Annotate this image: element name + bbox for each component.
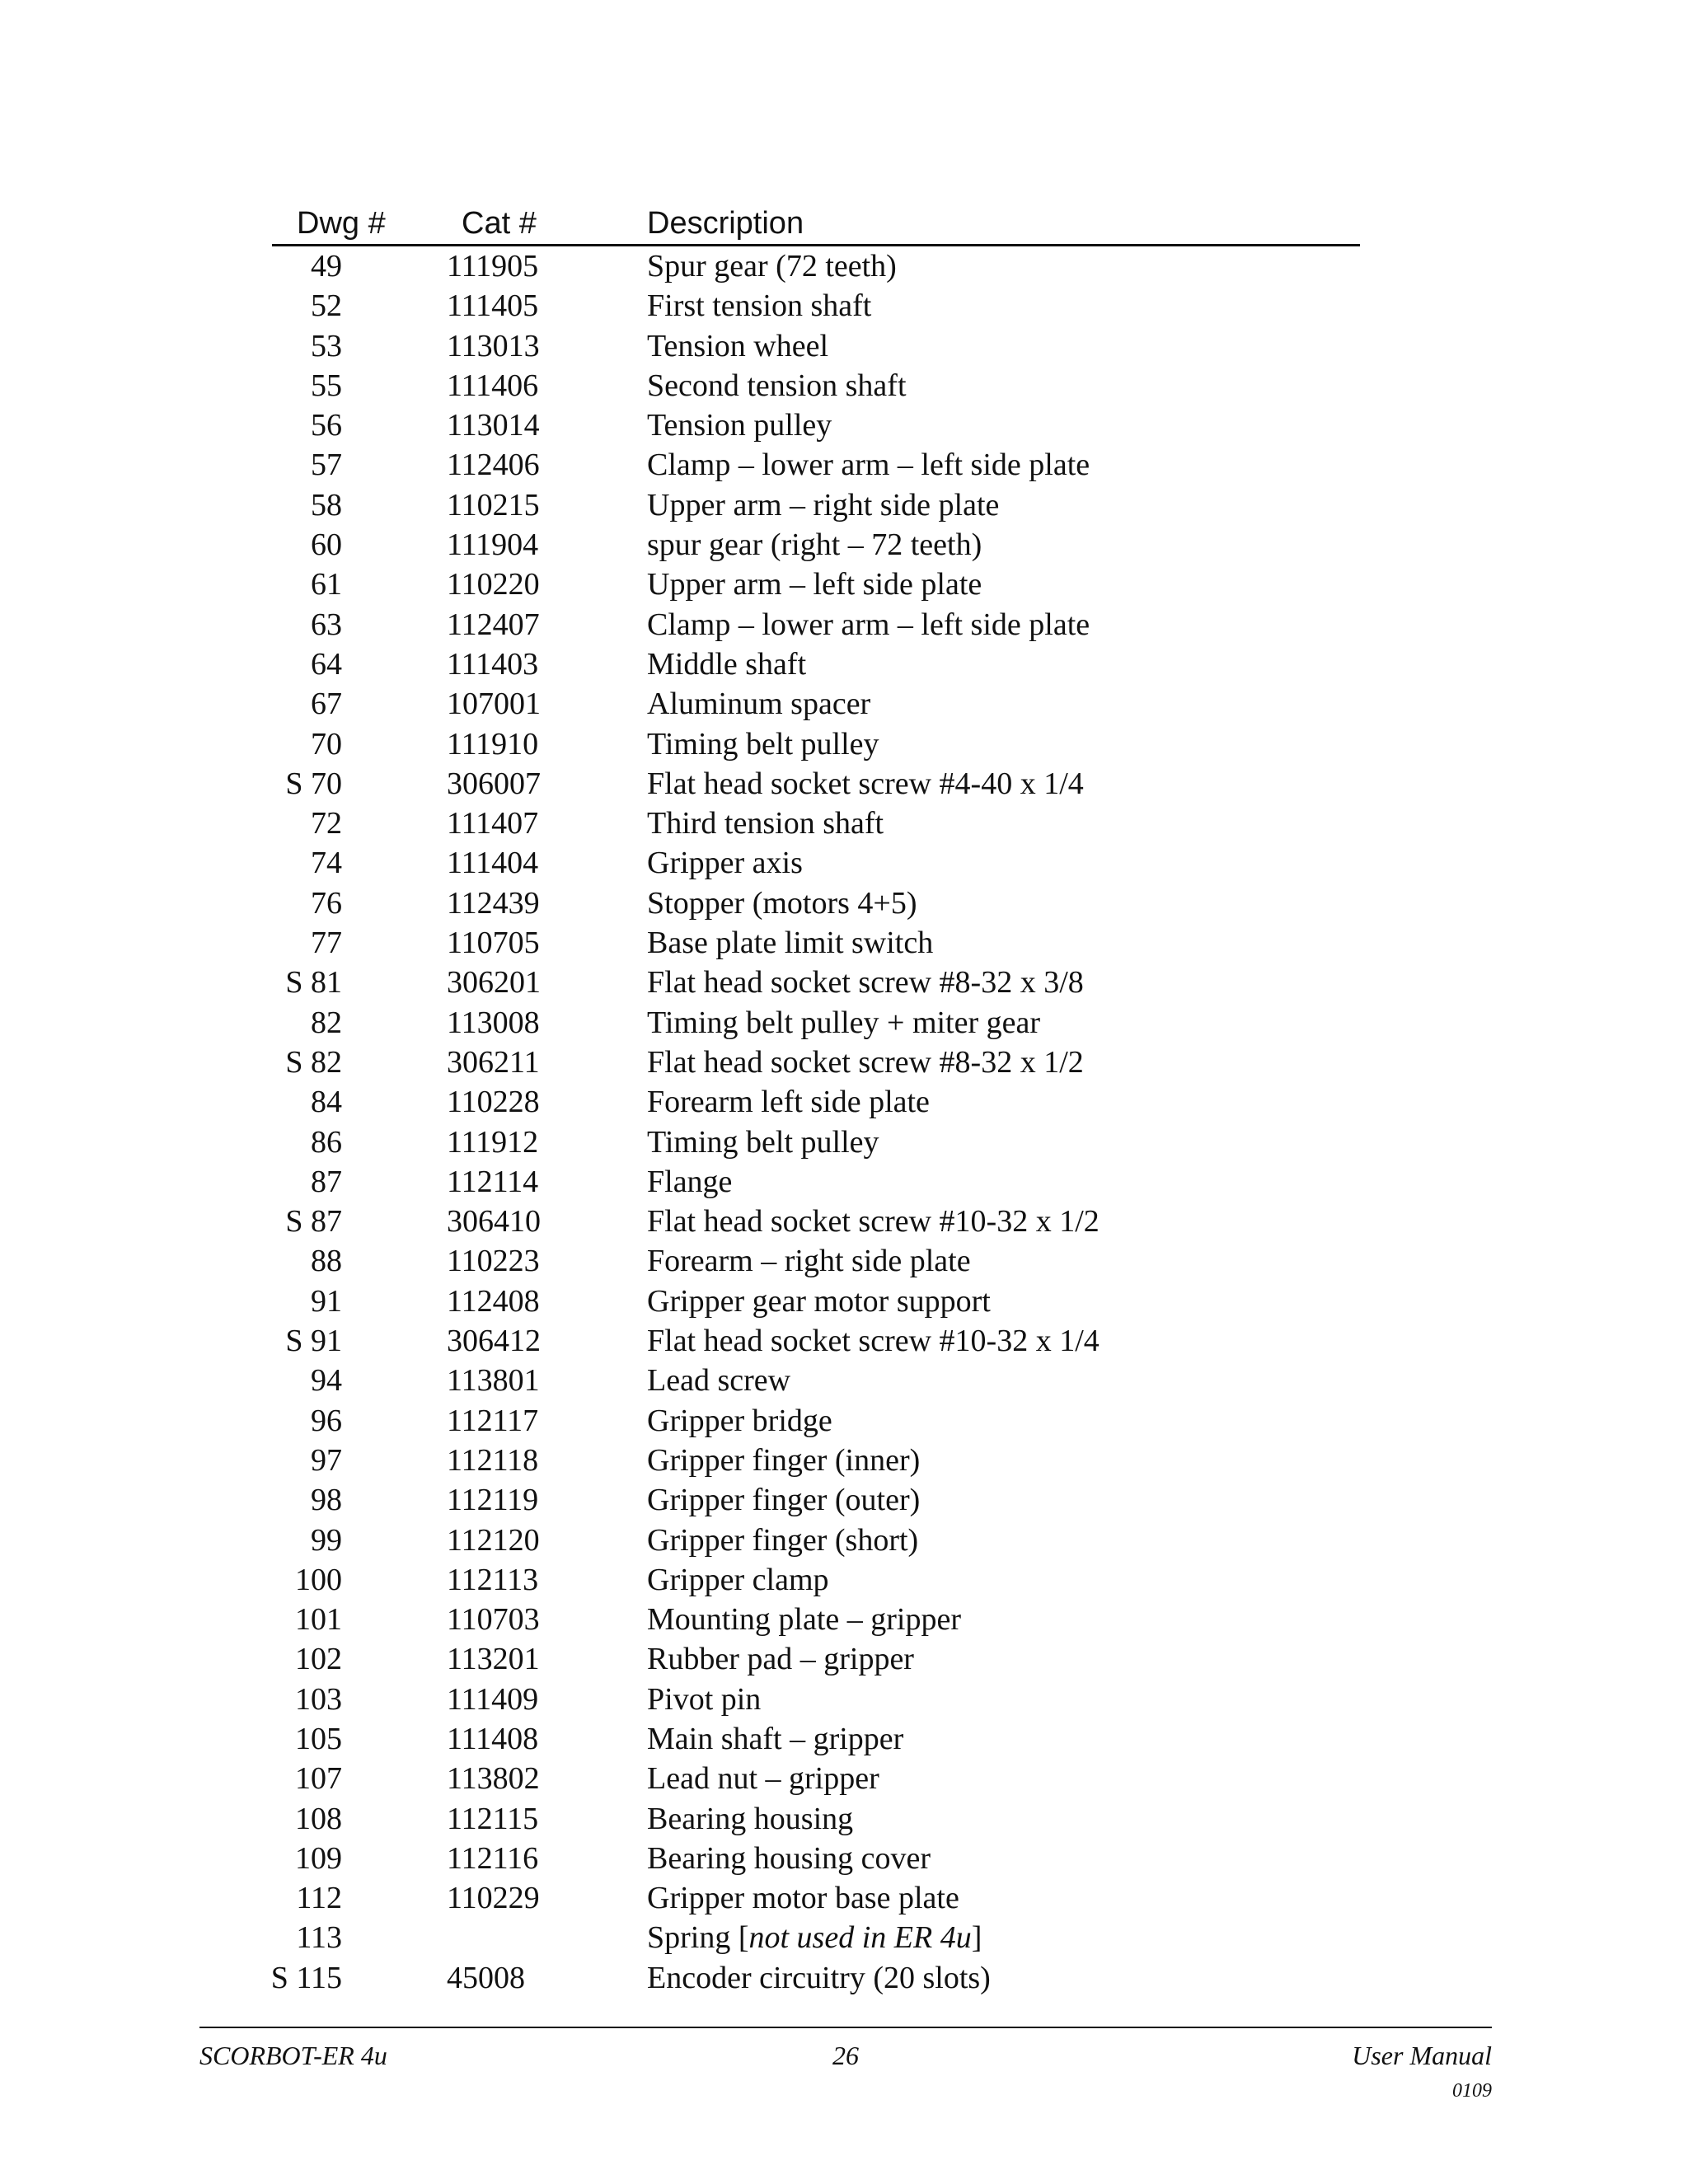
dwg-number: 97 bbox=[311, 1442, 342, 1478]
description bbox=[647, 605, 1090, 644]
description bbox=[647, 1321, 1100, 1361]
table-body bbox=[272, 246, 1360, 1998]
table-row bbox=[272, 1043, 1360, 1082]
description bbox=[647, 1480, 920, 1520]
dwg-number: 87 bbox=[311, 1164, 342, 1199]
dwg-number: 94 bbox=[311, 1363, 342, 1399]
description bbox=[647, 525, 982, 565]
description-text: First tension shaft bbox=[647, 288, 872, 324]
description bbox=[647, 684, 870, 724]
description-text: Encoder circuitry (20 slots) bbox=[647, 1960, 991, 1995]
cat-number: 112117 bbox=[447, 1403, 539, 1438]
table-row bbox=[272, 724, 1360, 764]
dwg-number: 82 bbox=[311, 1005, 342, 1040]
cat-number: 111905 bbox=[447, 249, 539, 284]
dwg-number: 77 bbox=[311, 926, 342, 961]
description bbox=[647, 1839, 931, 1878]
description-text: Gripper finger (outer) bbox=[647, 1483, 921, 1518]
table-row bbox=[272, 326, 1360, 366]
table-row bbox=[272, 1480, 1360, 1520]
dwg-number: 53 bbox=[311, 328, 342, 363]
dwg-number: 55 bbox=[311, 368, 342, 403]
dwg-number: 70 bbox=[311, 726, 342, 762]
dwg-number: 105 bbox=[295, 1721, 342, 1756]
table-row bbox=[272, 525, 1360, 565]
description-text: Upper arm – right side plate bbox=[647, 487, 1000, 523]
description bbox=[647, 883, 917, 923]
cat-number: 111408 bbox=[447, 1721, 539, 1756]
description bbox=[647, 1043, 1084, 1082]
table-row bbox=[272, 644, 1360, 684]
description-text: Gripper clamp bbox=[647, 1562, 829, 1597]
dwg-number: 49 bbox=[311, 249, 342, 284]
description-text: spur gear (right – 72 teeth) bbox=[647, 527, 982, 563]
description bbox=[647, 286, 871, 326]
cat-number: 113802 bbox=[447, 1761, 540, 1797]
dwg-number: 88 bbox=[311, 1244, 342, 1279]
description-text: Flat head socket screw #8-32 x 3/8 bbox=[647, 965, 1084, 1001]
description-text: Flat head socket screw #8-32 x 1/2 bbox=[647, 1044, 1084, 1080]
description-text: Pivot pin bbox=[647, 1681, 762, 1717]
table-row bbox=[272, 1680, 1360, 1719]
description-text: Main shaft – gripper bbox=[647, 1721, 904, 1756]
dwg-number: 98 bbox=[311, 1483, 342, 1518]
table-row bbox=[272, 1878, 1360, 1918]
cat-number: 45008 bbox=[447, 1960, 525, 1995]
table-row bbox=[272, 1361, 1360, 1400]
header-description: Description bbox=[647, 206, 804, 241]
table-row bbox=[272, 1241, 1360, 1281]
description bbox=[647, 1401, 832, 1441]
cat-number: 113014 bbox=[447, 408, 540, 443]
table-row bbox=[272, 246, 1360, 286]
description-text: Flat head socket screw #4-40 x 1/4 bbox=[647, 766, 1084, 801]
dwg-number: 52 bbox=[311, 288, 342, 324]
table-row bbox=[272, 1003, 1360, 1043]
description bbox=[647, 445, 1090, 485]
description bbox=[647, 1719, 903, 1759]
dwg-number: 100 bbox=[295, 1562, 342, 1597]
dwg-number: 96 bbox=[311, 1403, 342, 1438]
description bbox=[647, 963, 1084, 1002]
table-row bbox=[272, 963, 1360, 1002]
dwg-number: 58 bbox=[311, 487, 342, 523]
table-row bbox=[272, 843, 1360, 883]
cat-number: 110223 bbox=[447, 1244, 540, 1279]
table-row bbox=[272, 1560, 1360, 1600]
dwg-number: 86 bbox=[311, 1124, 342, 1160]
footer-page-number: 26 bbox=[832, 2041, 859, 2070]
table-row bbox=[272, 605, 1360, 644]
description-text: Base plate limit switch bbox=[647, 926, 934, 961]
table-row bbox=[272, 485, 1360, 525]
dwg-number: 99 bbox=[311, 1522, 342, 1558]
description-text: Tension wheel bbox=[647, 328, 829, 363]
description-text: Stopper (motors 4+5) bbox=[647, 885, 917, 921]
dwg-number: 60 bbox=[311, 527, 342, 563]
cat-number: 306211 bbox=[447, 1044, 540, 1080]
table-row bbox=[272, 1839, 1360, 1878]
table-row bbox=[272, 286, 1360, 326]
cat-number: 111912 bbox=[447, 1124, 539, 1160]
dwg-number: 112 bbox=[296, 1881, 342, 1916]
cat-number: 306410 bbox=[447, 1204, 541, 1240]
table-row bbox=[272, 1521, 1360, 1560]
table-row bbox=[272, 1321, 1360, 1361]
table-row bbox=[272, 1082, 1360, 1122]
table-row bbox=[272, 1600, 1360, 1639]
dwg-number: 113 bbox=[296, 1920, 342, 1956]
table-row bbox=[272, 445, 1360, 485]
dwg-number: S 70 bbox=[285, 766, 342, 801]
description bbox=[647, 1521, 918, 1560]
cat-number: 306412 bbox=[447, 1324, 541, 1359]
table-row bbox=[272, 804, 1360, 843]
cat-number: 110228 bbox=[447, 1085, 540, 1120]
cat-number: 113008 bbox=[447, 1005, 540, 1040]
table-row bbox=[272, 366, 1360, 405]
dwg-number: 76 bbox=[311, 885, 342, 921]
header-cat: Cat # bbox=[462, 206, 537, 241]
description-text: Gripper motor base plate bbox=[647, 1881, 959, 1916]
description bbox=[647, 1122, 879, 1162]
description bbox=[647, 1162, 732, 1202]
description-text: Gripper axis bbox=[647, 846, 803, 881]
footer-rule bbox=[199, 2027, 1492, 2028]
description-text: Timing belt pulley + miter gear bbox=[647, 1005, 1041, 1040]
dwg-number: 101 bbox=[295, 1602, 342, 1638]
description bbox=[647, 843, 803, 883]
dwg-number: S 91 bbox=[285, 1324, 342, 1359]
footer-manual-title: User Manual bbox=[1352, 2041, 1492, 2070]
description-text: Spring [ bbox=[647, 1920, 749, 1956]
description bbox=[647, 764, 1084, 804]
dwg-number: 84 bbox=[311, 1085, 342, 1120]
cat-number: 112119 bbox=[447, 1483, 539, 1518]
dwg-number: S 81 bbox=[285, 965, 342, 1001]
dwg-number: 74 bbox=[311, 846, 342, 881]
table-row bbox=[272, 1162, 1360, 1202]
cat-number: 306007 bbox=[447, 766, 541, 801]
description bbox=[647, 1639, 914, 1679]
description bbox=[647, 1003, 1040, 1043]
description bbox=[647, 1918, 982, 1957]
dwg-number: 107 bbox=[295, 1761, 342, 1797]
table-row bbox=[272, 405, 1360, 445]
description-text: Rubber pad – gripper bbox=[647, 1642, 914, 1677]
cat-number: 107001 bbox=[447, 687, 541, 722]
description bbox=[647, 1241, 971, 1281]
table-row bbox=[272, 1202, 1360, 1241]
table-row bbox=[272, 1958, 1360, 1998]
footer-revision-code: 0109 bbox=[1452, 2080, 1492, 2102]
description bbox=[647, 326, 828, 366]
table-row bbox=[272, 565, 1360, 604]
description bbox=[647, 1441, 920, 1480]
description-text: Gripper finger (inner) bbox=[647, 1442, 921, 1478]
table-row bbox=[272, 1639, 1360, 1679]
dwg-number: S 115 bbox=[270, 1960, 342, 1995]
cat-number: 112115 bbox=[447, 1801, 539, 1836]
cat-number: 113013 bbox=[447, 328, 540, 363]
table-row bbox=[272, 1799, 1360, 1839]
description-suffix: ] bbox=[971, 1920, 982, 1956]
description bbox=[647, 1799, 853, 1839]
description-text: Mounting plate – gripper bbox=[647, 1602, 961, 1638]
cat-number: 113201 bbox=[447, 1642, 540, 1677]
cat-number: 111404 bbox=[447, 846, 539, 881]
cat-number: 112408 bbox=[447, 1283, 540, 1319]
table-row bbox=[272, 1401, 1360, 1441]
description-text: Flat head socket screw #10-32 x 1/2 bbox=[647, 1204, 1100, 1240]
cat-number: 112116 bbox=[447, 1840, 539, 1876]
cat-number: 111910 bbox=[447, 726, 539, 762]
cat-number: 111403 bbox=[447, 646, 539, 682]
description bbox=[647, 1202, 1100, 1241]
dwg-number: 109 bbox=[295, 1840, 342, 1876]
description bbox=[647, 644, 806, 684]
description-text: Forearm – right side plate bbox=[647, 1244, 971, 1279]
description-text: Clamp – lower arm – left side plate bbox=[647, 448, 1090, 483]
footer-product-name: SCORBOT-ER 4u bbox=[199, 2041, 387, 2070]
dwg-number: 56 bbox=[311, 408, 342, 443]
description-text: Timing belt pulley bbox=[647, 1124, 879, 1160]
dwg-number: 63 bbox=[311, 607, 342, 642]
cat-number: 112118 bbox=[447, 1442, 539, 1478]
description bbox=[647, 565, 982, 604]
table-row bbox=[272, 883, 1360, 923]
description bbox=[647, 1560, 829, 1600]
cat-number: 112439 bbox=[447, 885, 540, 921]
description bbox=[647, 485, 999, 525]
header-dwg: Dwg # bbox=[297, 206, 386, 241]
description-text: Upper arm – left side plate bbox=[647, 567, 982, 602]
cat-number: 111406 bbox=[447, 368, 539, 403]
description-text: Clamp – lower arm – left side plate bbox=[647, 607, 1090, 642]
dwg-number: 108 bbox=[295, 1801, 342, 1836]
dwg-number: S 87 bbox=[285, 1204, 342, 1240]
table-row bbox=[272, 764, 1360, 804]
cat-number: 113801 bbox=[447, 1363, 540, 1399]
cat-number: 110215 bbox=[447, 487, 540, 523]
description bbox=[647, 804, 884, 843]
table-row bbox=[272, 684, 1360, 724]
description bbox=[647, 1282, 991, 1321]
table-row bbox=[272, 1441, 1360, 1480]
dwg-number: 102 bbox=[295, 1642, 342, 1677]
cat-number: 110220 bbox=[447, 567, 540, 602]
description-text: Lead screw bbox=[647, 1363, 791, 1399]
description bbox=[647, 724, 879, 764]
table-row bbox=[272, 1122, 1360, 1162]
description-text: Gripper gear motor support bbox=[647, 1283, 991, 1319]
dwg-number: 72 bbox=[311, 806, 342, 841]
description-text: Middle shaft bbox=[647, 646, 807, 682]
description-text: Gripper bridge bbox=[647, 1403, 832, 1438]
table-row bbox=[272, 1719, 1360, 1759]
description bbox=[647, 1958, 991, 1998]
cat-number: 110229 bbox=[447, 1881, 540, 1916]
cat-number: 112114 bbox=[447, 1164, 539, 1199]
description bbox=[647, 1361, 790, 1400]
description-italic: not used in ER 4u bbox=[748, 1920, 972, 1956]
dwg-number: S 82 bbox=[285, 1044, 342, 1080]
description bbox=[647, 1680, 761, 1719]
dwg-number: 103 bbox=[295, 1681, 342, 1717]
description-text: Second tension shaft bbox=[647, 368, 907, 403]
cat-number: 110703 bbox=[447, 1602, 540, 1638]
cat-number: 112120 bbox=[447, 1522, 540, 1558]
cat-number: 111409 bbox=[447, 1681, 539, 1717]
description-text: Bearing housing bbox=[647, 1801, 854, 1836]
description bbox=[647, 1878, 959, 1918]
description-text: Tension pulley bbox=[647, 408, 832, 443]
cat-number: 112406 bbox=[447, 448, 540, 483]
table-row bbox=[272, 923, 1360, 963]
description bbox=[647, 246, 897, 286]
description bbox=[647, 923, 933, 963]
cat-number: 112407 bbox=[447, 607, 540, 642]
description bbox=[647, 405, 832, 445]
description bbox=[647, 1082, 930, 1122]
description-text: Lead nut – gripper bbox=[647, 1761, 879, 1797]
description-text: Forearm left side plate bbox=[647, 1085, 930, 1120]
table-row bbox=[272, 1282, 1360, 1321]
description-text: Bearing housing cover bbox=[647, 1840, 931, 1876]
description-text: Spur gear (72 teeth) bbox=[647, 249, 897, 284]
dwg-number: 64 bbox=[311, 646, 342, 682]
description bbox=[647, 1759, 879, 1798]
dwg-number: 67 bbox=[311, 687, 342, 722]
table-header bbox=[272, 204, 1360, 246]
cat-number: 306201 bbox=[447, 965, 541, 1001]
cat-number: 112113 bbox=[447, 1562, 539, 1597]
description-text: Third tension shaft bbox=[647, 806, 884, 841]
description bbox=[647, 366, 907, 405]
cat-number: 111407 bbox=[447, 806, 539, 841]
table-row bbox=[272, 1918, 1360, 1957]
description bbox=[647, 1600, 961, 1639]
description-text: Flat head socket screw #10-32 x 1/4 bbox=[647, 1324, 1100, 1359]
description-text: Timing belt pulley bbox=[647, 726, 879, 762]
dwg-number: 61 bbox=[311, 567, 342, 602]
dwg-number: 91 bbox=[311, 1283, 342, 1319]
description-text: Gripper finger (short) bbox=[647, 1522, 919, 1558]
description-text: Flange bbox=[647, 1164, 733, 1199]
parts-table bbox=[272, 204, 1360, 1998]
cat-number: 111904 bbox=[447, 527, 539, 563]
table-row bbox=[272, 1759, 1360, 1798]
dwg-number: 57 bbox=[311, 448, 342, 483]
description-text: Aluminum spacer bbox=[647, 687, 871, 722]
cat-number: 111405 bbox=[447, 288, 539, 324]
cat-number: 110705 bbox=[447, 926, 540, 961]
